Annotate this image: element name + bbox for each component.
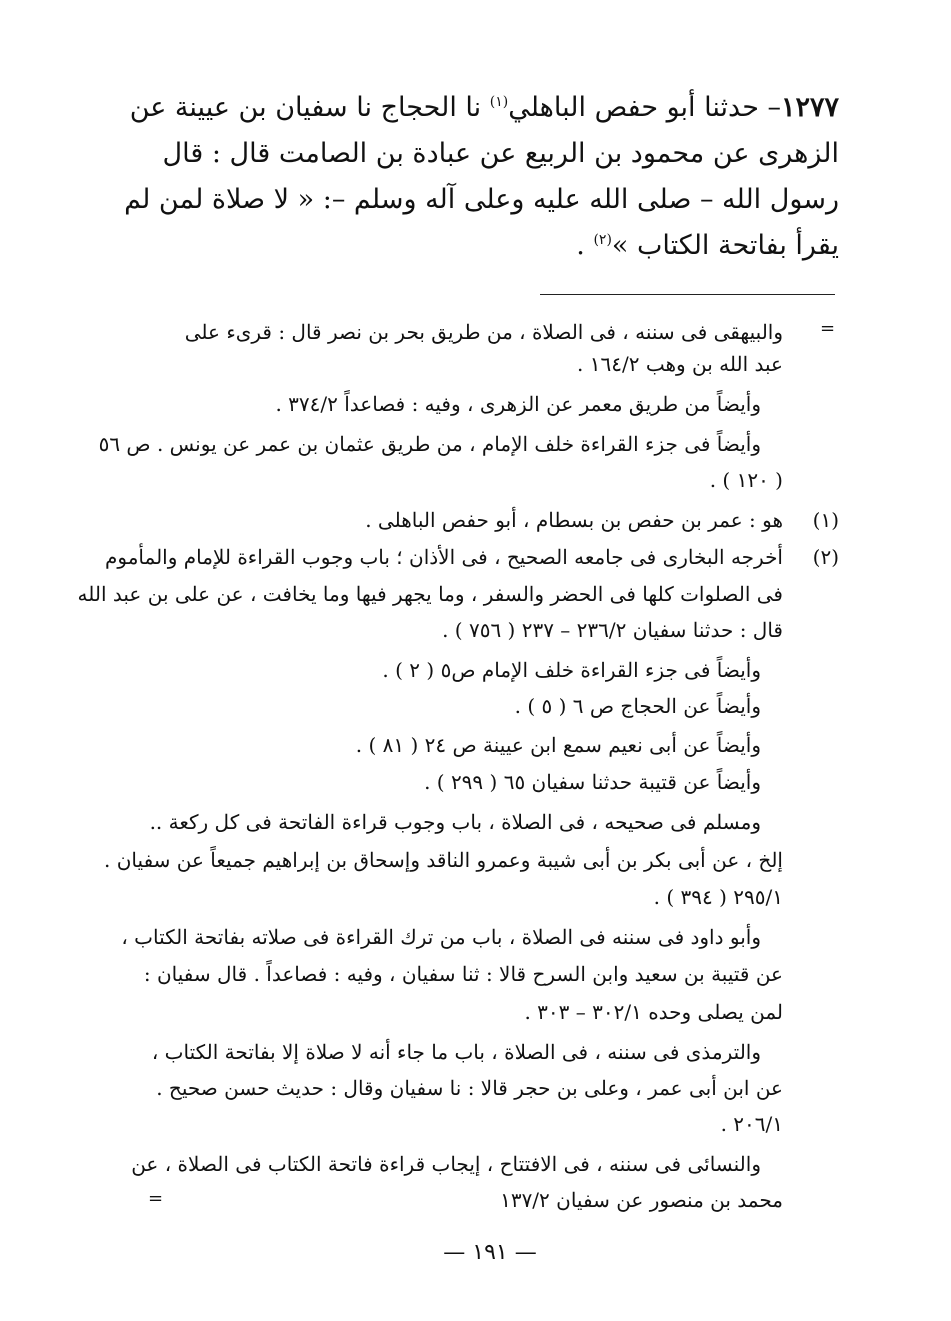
footnote-2-line-15: عن ابن أبى عمر ، وعلى بن حجر قالا : نا سفيان وقال : حديث حسن صحيح .: [156, 1076, 783, 1100]
footnote-2-line-16: ٢٠٦/١ .: [720, 1112, 783, 1136]
footnote-2-line-7: وأيضاً عن قتيبة حدثنا سفيان ٦٥ ( ٢٩٩ ) .: [424, 770, 761, 794]
hadith-number: ١٢٧٧: [780, 92, 839, 123]
footnote-2-line-3: قال : حدثنا سفيان ٢٣٦/٢ – ٢٣٧ ( ٧٥٦ ) .: [442, 618, 783, 642]
footnote-2-line-2: فى الصلوات كلها فى الحضر والسفر ، وما يجهر فيها وما يخافت ، عن على بن عبد الله: [77, 582, 783, 606]
hadith-text-1b: نا الحجاج نا سفيان بن عيينة عن: [129, 92, 482, 123]
hadith-line-2: الزهرى عن محمود بن الربيع عن عبادة بن الصامت قال : قال: [162, 138, 839, 169]
footnote-ref-1: (١): [489, 94, 509, 110]
footnote-2-line-4: وأيضاً فى جزء القراءة خلف الإمام ص٥ ( ٢ ) .: [382, 658, 761, 682]
continued-note-line-2: عبد الله بن وهب ١٦٤/٢ .: [577, 352, 783, 376]
page-number: — ١٩١ —: [443, 1240, 537, 1265]
footnote-2-line-13: لمن يصلى وحده ٣٠٢/١ – ٣٠٣ .: [524, 1000, 783, 1024]
footnote-2-line-5: وأيضاً عن الحجاج ص ٦ ( ٥ ) .: [514, 694, 761, 718]
hadith-text-4: يقرأ بفاتحة الكتاب »: [611, 230, 839, 261]
continued-note-line-1: والبيهقى فى سننه ، فى الصلاة ، من طريق بحر بن نصر قال : قرىء على: [184, 320, 783, 344]
footnote-1-marker: (١): [812, 508, 839, 532]
footnote-2-line-1: أخرجه البخارى فى جامعه الصحيح ، فى الأذان ؛ باب وجوب القراءة للإمام والمأموم: [105, 545, 783, 569]
continued-note-line-5: ( ١٢٠ ) .: [709, 468, 783, 492]
footnote-2-line-8: ومسلم فى صحيحه ، فى الصلاة ، باب وجوب قراءة الفاتحة فى كل ركعة ..: [149, 810, 761, 834]
footnote-separator: [540, 294, 835, 295]
hadith-line-1: [130, 92, 839, 123]
footnote-2-line-9: إلخ ، عن أبى بكر بن أبى شيبة وعمرو الناقد وإسحاق بن إبراهيم جميعاً عن سفيان .: [104, 848, 783, 872]
continues-mark: =: [148, 1188, 164, 1209]
footnote-ref-2: (٢): [593, 232, 612, 248]
footnote-2-marker: (٢): [812, 545, 839, 569]
footnote-1-line-1: هو : عمر بن حفص بن بسطام ، أبو حفص الباهلى .: [365, 508, 783, 532]
footnote-2-line-14: والترمذى فى سننه ، فى الصلاة ، باب ما جاء أنه لا صلاة إلا بفاتحة الكتاب ،: [151, 1040, 761, 1064]
footnote-2-line-11: وأبو داود فى سننه فى الصلاة ، باب من ترك القراءة فى صلاته بفاتحة الكتاب ،: [121, 925, 761, 949]
hadith-line-4: [576, 230, 839, 261]
continued-note-line-4: وأيضاً فى جزء القراءة خلف الإمام ، من طريق عثمان بن عمر عن يونس . ص ٥٦: [98, 432, 761, 456]
continuation-mark: =: [820, 318, 836, 339]
footnote-2-line-17: والنسائى فى سننه ، فى الافتتاح ، إيجاب قراءة فاتحة الكتاب فى الصلاة ، عن: [131, 1152, 761, 1176]
footnote-2-line-6: وأيضاً عن أبى نعيم سمع ابن عيينة ص ٢٤ ( ٨١ ) .: [355, 733, 761, 757]
hadith-text-4-end: .: [576, 230, 594, 261]
footnote-2-line-18: محمد بن منصور عن سفيان ١٣٧/٢: [500, 1188, 783, 1212]
footnote-2-line-10: ٢٩٥/١ ( ٣٩٤ ) .: [653, 885, 783, 909]
hadith-line-3: رسول الله – صلى الله عليه وعلى آله وسلم –: « لا صلاة لمن لم: [124, 184, 839, 215]
footnote-2-line-12: عن قتيبة بن سعيد وابن السرح قالا : ثنا سفيان ، وفيه : فصاعداً . قال سفيان :: [143, 962, 783, 986]
continued-note-line-3: وأيضاً من طريق معمر عن الزهرى ، وفيه : فصاعداً ٣٧٤/٢ .: [275, 392, 761, 416]
hadith-text-1a: – حدثنا أبو حفص الباهلي: [508, 92, 781, 123]
